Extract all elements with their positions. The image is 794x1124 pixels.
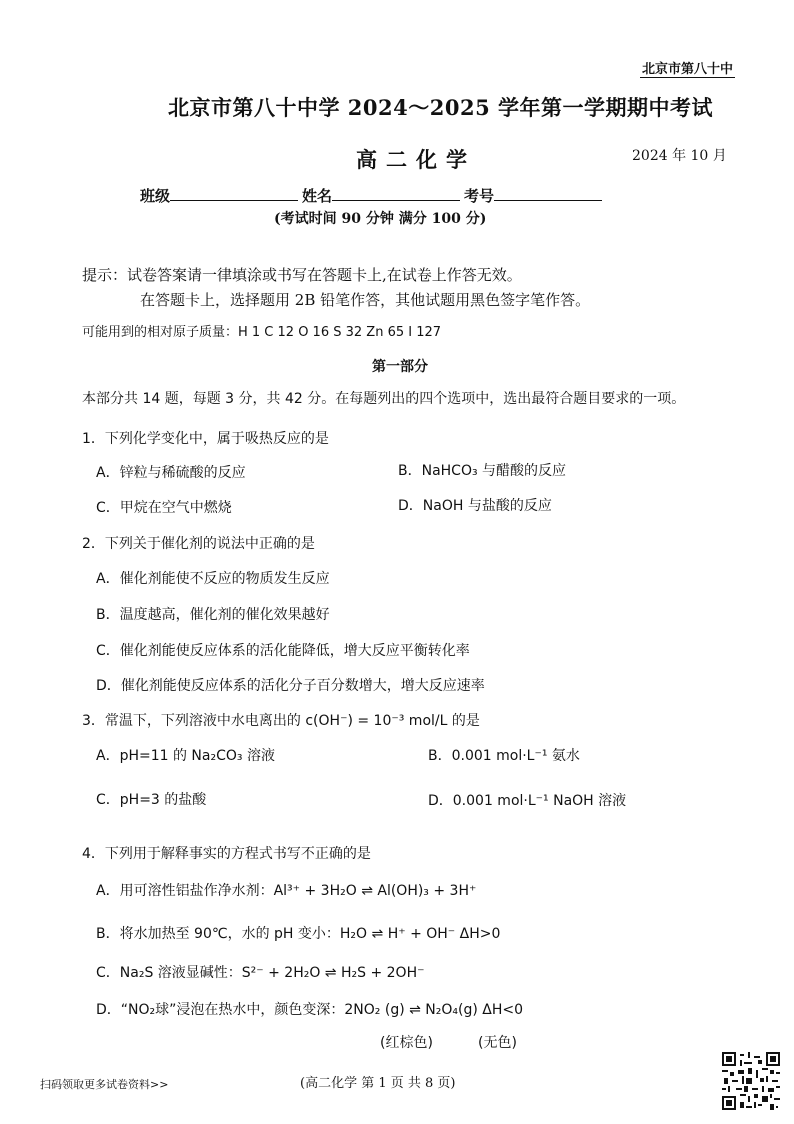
question-1-option-d: D．NaOH 与盐酸的反应: [398, 498, 552, 514]
class-blank: [170, 185, 298, 201]
notice-line-2: 在答题卡上，选择题用 2B 铅笔作答，其他试题用黑色签字笔作答。: [140, 291, 591, 309]
question-4-option-a: A．用可溶性铝盐作净水剂：Al³⁺ + 3H₂O ⇌ Al(OH)₃ + 3H⁺: [96, 883, 477, 899]
exam-no-blank: [494, 185, 602, 201]
subject-title: 高二化学: [356, 147, 476, 172]
student-info-fields: [140, 185, 606, 206]
question-3-option-a: A．pH=11 的 Na₂CO₃ 溶液: [96, 748, 275, 764]
footer-promo-text: 扫码领取更多试卷资料>>: [40, 1078, 169, 1091]
section-instructions: 本部分共 14 题，每题 3 分，共 42 分。在每题列出的四个选项中，选出最符合题目要求的一项。: [82, 391, 686, 407]
question-4-option-b: B．将水加热至 90℃，水的 pH 变小：H₂O ⇌ H⁺ + OH⁻ ΔH>0: [96, 926, 501, 942]
atomic-masses: 可能用到的相对原子质量：H 1 C 12 O 16 S 32 Zn 65 I 127: [82, 325, 442, 340]
question-3-option-c: C．pH=3 的盐酸: [96, 792, 207, 808]
question-2-option-c: C．催化剂能使反应体系的活化能降低，增大反应平衡转化率: [96, 643, 470, 659]
question-1-option-b: B．NaHCO₃ 与醋酸的反应: [398, 463, 567, 479]
question-1-option-c: C．甲烷在空气中燃烧: [96, 500, 232, 516]
color-label-colorless: (无色): [478, 1035, 517, 1051]
notice-line-1: 提示：试卷答案请一律填涂或书写在答题卡上,在试卷上作答无效。: [82, 266, 522, 284]
question-2-option-a: A．催化剂能使不反应的物质发生反应: [96, 571, 330, 587]
exam-date: 2024 年 10 月: [632, 148, 727, 164]
question-3-option-b: B．0.001 mol·L⁻¹ 氨水: [428, 748, 580, 764]
time-info: (考试时间 90 分钟 满分 100 分): [274, 211, 487, 227]
question-2-option-d: D．催化剂能使反应体系的活化分子百分数增大，增大反应速率: [96, 678, 485, 694]
question-4-stem: 4．下列用于解释事实的方程式书写不正确的是: [82, 846, 371, 862]
section-title: 第一部分: [372, 359, 428, 375]
question-2-stem: 2．下列关于催化剂的说法中正确的是: [82, 536, 315, 552]
page-number: (高二化学 第 1 页 共 8 页): [300, 1076, 456, 1091]
color-label-red-brown: (红棕色): [380, 1035, 433, 1051]
exam-title: 北京市第八十中学 2024～2025 学年第一学期期中考试: [168, 95, 714, 120]
question-3-option-d: D．0.001 mol·L⁻¹ NaOH 溶液: [428, 793, 627, 809]
exam-no-label: 考号: [464, 187, 495, 205]
name-label: 姓名: [302, 187, 333, 205]
corner-stamp: 北京市第八十中: [640, 58, 735, 78]
question-2-option-b: B．温度越高，催化剂的催化效果越好: [96, 607, 330, 623]
question-1-option-a: A．锌粒与稀硫酸的反应: [96, 465, 246, 481]
question-1-stem: 1．下列化学变化中，属于吸热反应的是: [82, 431, 329, 447]
question-3-stem: 3．常温下，下列溶液中水电离出的 c(OH⁻) = 10⁻³ mol/L 的是: [82, 713, 480, 729]
name-blank: [332, 185, 460, 201]
question-4-option-d: D．“NO₂球”浸泡在热水中，颜色变深：2NO₂ (g) ⇌ N₂O₄(g) ΔH<0: [96, 1002, 524, 1018]
class-label: 班级: [140, 187, 171, 205]
qr-code-icon: [722, 1052, 780, 1110]
question-4-option-c: C．Na₂S 溶液显碱性：S²⁻ + 2H₂O ⇌ H₂S + 2OH⁻: [96, 965, 425, 981]
